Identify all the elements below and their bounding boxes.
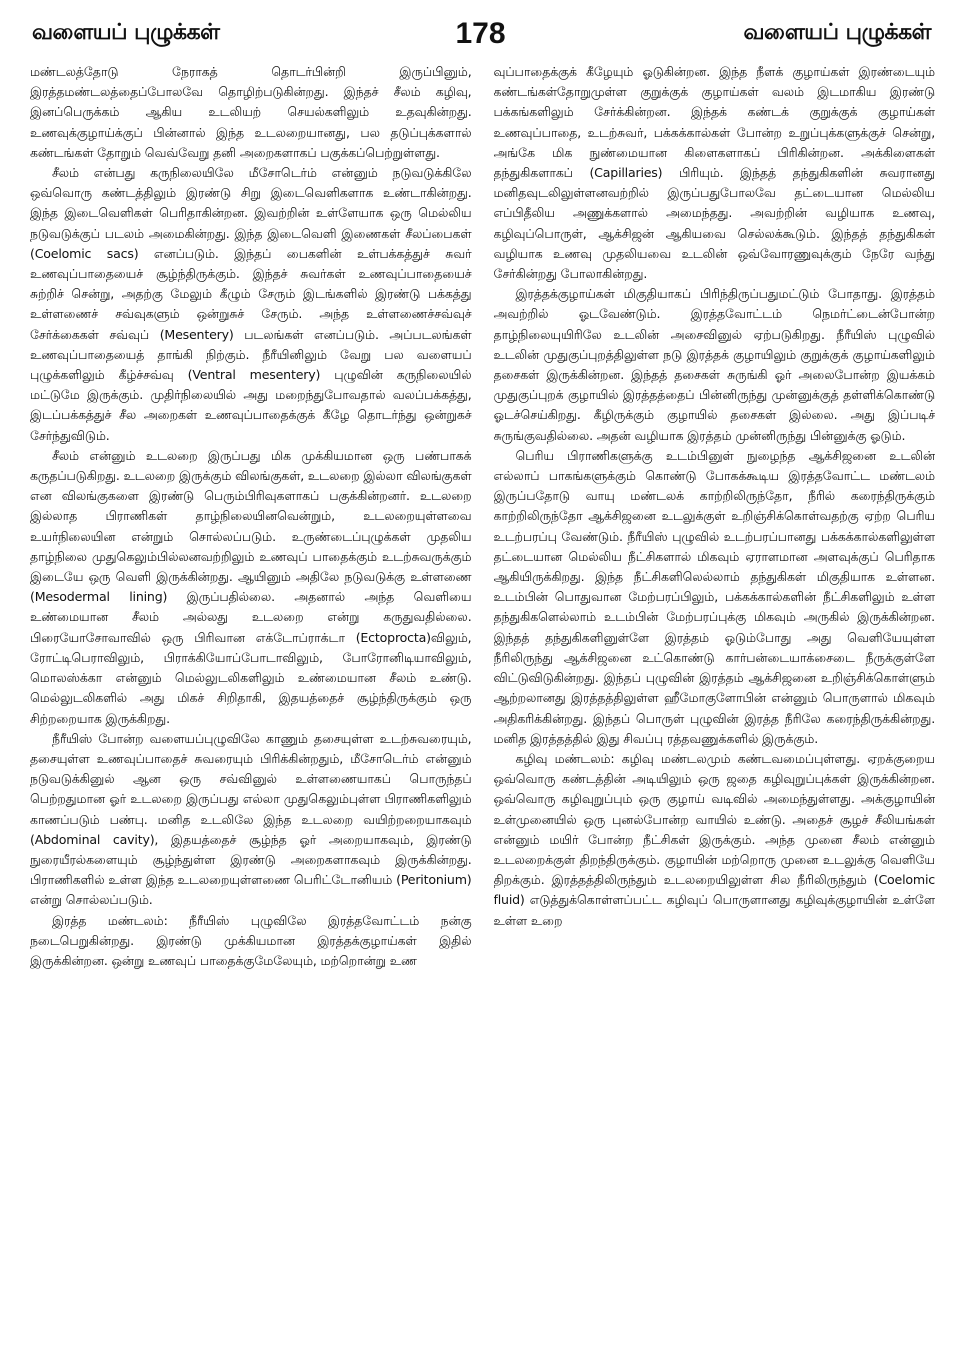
paragraph: பெரிய பிராணிகளுக்கு உடம்பினுள் நுழைந்த ஆக்சிஜனை உடலின் எல்லாப் பாகங்களுக்கும் கொண்டு போகக்கூடிய இரத்தவோட்ட மண்டலம் இருப்பதோடு வாயு மண்டலக் காற்றிலிருந்தோ, நீரில் கரைந்திருக்கும் காற்றிலிருந்தோ ஆக்சிஜனை உடலுக்குள் உறிஞ்சிக்கொள்வதற்கு ஏற்ற பெரிய உடற்பரப்பு வேண்டும். நீரீயிஸ் புழுவில் உடற்பரப்பானது பக்கக்கால்களிலுள்ள தட்டையான மெல்லிய நீட்சிகளால் மிகவும் ஏராளமான அளவுக்குப் பெரிதாக ஆகியிருக்கிறது. இந்த நீட்சிகளிலெல்லாம் தந்துகிகள் மிகுதியாக உள்ளன. உடம்பின் பொதுவான மேற்பரப்பிலும், பக்கக்கால்களின் நீட்சிகளிலும் உள்ள தந்துகிகளெல்லாம் உடம்பின் மேற்பரப்புக்கு மிகவும் அருகில் இருக்கின்றன. இந்தத் தந்துகிகளினுள்ளே இரத்தம் ஓடும்போது அது வெளியேயுள்ள நீரிலிருந்து ஆக்சிஜனை உட்கொண்டு கார்பன்டையாக்சைடை நீருக்குள்ளே விட்டுவிடுகின்றது. இந்தப் புழுவின் இரத்தம் ஆக்சிஜனை உறிஞ்சிக்கொள்ளும் ஆற்றலானது இரத்தத்திலுள்ள ஹீமோகுளோபின் என்னும் பொருளால் மிகவும் அதிகரிக்கின்றது. இந்தப் பொருள் புழுவின் இரத்த நீரிலே கரைந்திருக்கின்றது. மனித இரத்தத்தில் இது சிவப்பு ரத்தவணுக்களில் இருக்கும். [493,447,935,746]
right-column [494,62,936,1352]
page-header [0,14,961,54]
paragraph: நீரீயிஸ் போன்ற வளையப்புழுவிலே காணும் தசையுள்ள உடற்சுவரையும், தசையுள்ள உணவுப்பாதைச் சுவரையும் பிரிக்கின்றதும், மீசோடெர்ம் என்னும் நடுவடுக்கினுல் ஆன ஒரு சவ்வினுல் உள்ளணையாகப் பொருந்தப் பெற்றதுமான ஓர் உடலறை இருப்பது எல்லா முதுகெலும்புள்ள பிராணிகளிலும் காணப்படும் பண்பு. மனித உடலிலே இந்த உடலறை வயிற்றறையாகவும் (Abdominal cavity), இதயத்தைச் சூழ்ந்த ஓர் அறையாகவும், இரண்டு நுரையீரல்களையும் சூழ்ந்துள்ள இரண்டு அறைகளாகவும் இருக்கின்றது. பிராணிகளில் உள்ள இந்த உடலறையுள்ளணை பெரிட்டோனியம் (Peritonium) என்று சொல்லப்படும். [30,730,472,908]
paragraph: இரத்த மண்டலம்: நீரீயிஸ் புழுவிலே இரத்தவோட்டம் நன்கு நடைபெறுகின்றது. இரண்டு முக்கியமான இரத்தக்குழாய்கள் இதில் இருக்கின்றன. ஒன்று உணவுப் பாதைக்குமேலேயும், மற்றொன்று உண [30,912,472,968]
page-number: 178 [455,17,506,50]
paragraph: கழிவு மண்டலம்: கழிவு மண்டலமும் கண்டவமைப்புள்ளது. ஏறக்குறைய ஒவ்வொரு கண்டத்தின் அடியிலும் ஒரு ஜதை கழிவுறுப்புக்கள் இருக்கின்றன. ஒவ்வொரு கழிவுறுப்பும் ஒரு குழாய் வடிவில் அமைந்துள்ளது. அக்குழாயின் உள்முனையில் ஒரு புனல்போன்ற வாயில் உண்டு. அதைச் சூழச் சீலியங்கள் என்னும் மயிர் போன்ற நீட்சிகள் இருக்கும். அந்த முனை சீலம் என்னும் உடலறைக்குள் திறந்திருக்கும். குழாயின் மற்றொரு முனை உடலுக்கு வெளியே திறக்கும். இரத்தத்திலிருந்தும் உடலறையிலுள்ள சில நீரிலிருந்தும் (Coelomic fluid) எடுத்துக்கொள்ளப்பட்ட கழிவுப் பொருளானது கழிவுக்குழாயின் உள்ளே உள்ள உறை [493,750,935,928]
paragraph: இரத்தக்குழாய்கள் மிகுதியாகப் பிரிந்திருப்பதுமட்டும் போதாது. இரத்தம் அவற்றில் ஓடவேண்டும். இரத்தவோட்டம் நெமர்ட்டைன்போன்ற தாழ்நிலையுயிரிலே உடலின் அசைவினுல் ஏற்படுகிறது. நீரீயிஸ் புழுவில் உடலின் முதுகுப்புறத்திலுள்ள நடு இரத்தக் குழாயிலும் குறுக்குக் குழாய்களிலும் தசைகள் இருக்கின்றன. இந்தத் தசைகள் சுருங்கி ஓர் அலைபோன்ற இயக்கம் முதுகுப்புறக் குழாயில் இரத்தத்தைப் பின்னிருந்து முன்னுக்குத் தள்ளிக்கொண்டு ஓடச்செய்கிறது. கீழிருக்கும் குழாயில் தசைகள் இல்லை. அது இப்படிச் சுருங்குவதில்லை. அதன் வழியாக இரத்தம் முன்னிருந்து பின்னுக்கு ஓடும். [493,286,935,443]
paragraph: மண்டலத்தோடு நேராகத் தொடர்பின்றி இருப்பினும், இரத்தமண்டலத்தைப்போலவே தொழிற்படுகின்றது. இந்தச் சீலம் கழிவு, இனப்பெருக்கம் ஆகிய உடலியற் செயல்களிலும் உதவுகின்றது. உணவுக்குழாய்க்குப் பின்னால் இந்த உடலறையானது, பல தடுப்புக்களால் கண்டங்கள் தோறும் வெவ்வேறு தனி அறைகளாகப் பகுக்கப்பெற்றுள்ளது. [30,64,472,160]
running-head-right: வளையப் புழுக்கள் [743,20,931,45]
running-head-left: வளையப் புழுக்கள் [32,20,220,45]
paragraph: சீலம் என்னும் உடலறை இருப்பது மிக முக்கியமான ஒரு பண்பாகக் கருதப்படுகிறது. உடலறை இருக்கும் விலங்குகள், உடலறை இல்லா விலங்குகள் என விலங்குகளை இரண்டு பெரும்பிரிவுகளாகப் பகுக்கின்றனர். உடலறை இல்லாத பிராணிகள் தாழ்நிலையினவென்றும், உடலறையுள்ளவை உயர்நிலையின என்றும் சொல்லப்படும். உருண்டைப்புழுக்கள் முதலிய தாழ்நிலை முதுகெலும்பில்லனவற்றிலும் உணவுப் பாதைக்கும் உடற்சுவருக்கும் இடையே ஒரு வெளி இருக்கின்றது. ஆயினும் அதிலே நடுவடுக்கு உள்ளணை (Mesodermal lining) இருப்பதில்லை. அதனால் அந்த வெளியை உண்மையான சீலம் அல்லது உடலறை என்று கருதுவதில்லை. பிரையோசோவாவில் ஒரு பிரிவான எக்டோப்ராக்டா (Ectoprocta)விலும், ரோட்டிபெராவிலும், பிராக்கியோப்போடாவிலும், போரோனிடியாவிலும், மொலஸ்க்கா என்னும் மெல்லுடலிகளிலும் உண்மையான சீலம் உண்டு. மெல்லுடலிகளில் அது மிகச் சிறிதாகி, இதயத்தைச் சூழ்ந்திருக்கும் ஒரு சிற்றறையாக இருக்கிறது. [30,447,472,726]
paragraph: வுப்பாதைக்குக் கீழேயும் ஓடுகின்றன. இந்த நீளக் குழாய்கள் இரண்டையும் கண்டங்கள்தோறுமுள்ள குறுக்குக் குழாய்கள் வலம் இடமாகிய இரண்டு பக்கங்களிலும் சேர்க்கின்றன. இந்தக் கண்டக் குறுக்குக் குழாய்கள் உணவுப்பாதை, உடற்சுவர், பக்கக்கால்கள் போன்ற உறுப்புக்களுக்குச் சென்று, அங்கே மிக நுண்மையான கிளைகளாகப் பிரிகின்றன. அக்கிளைகள் தந்துகிகளாகப் (Capillaries) பிரியும். இந்தத் தந்துகிகளின் சுவரானது மனிதவுடலிலுள்ளனவற்றில் இருப்பதுபோலவே தட்டையான மெல்லிய எப்பிதீலிய அணுக்களால் அமைந்தது. அவற்றின் வழியாக உணவு, கழிவுப்பொருள், ஆக்சிஜன் ஆகியவை செல்லக்கூடும். இந்தத் தந்துகிகள் வழியாக உணவு முதலியவை உடலின் ஒவ்வோரணுவுக்கும் நேரே வந்து சேர்கின்றது போலாகின்றது. [493,64,935,282]
left-column [30,62,472,1352]
text-columns [30,62,935,1352]
paragraph: சீலம் என்பது கருநிலையிலே மீசோடெர்ம் என்னும் நடுவடுக்கிலே ஒவ்வொரு கண்டத்திலும் இரண்டு சிறு இடைவெளிகளாக உண்டாகின்றது. இந்த இடைவெளிகள் பெரிதாகின்றன. இவற்றின் உள்ளேயாக ஒரு மெல்லிய நடுவடுக்குப் படலம் அமைகின்றது. இந்த இடைவெளி இணைகள் சீலப்பைகள் (Coelomic sacs) எனப்படும். இந்தப் பைகளின் உள்பக்கத்துச் சுவர் உணவுப்பாதையைச் சூழ்ந்திருக்கும். இந்தச் சுவர்கள் உணவுப்பாதையைச் சுற்றிச் சென்று, அதற்கு மேலும் கீழும் சேரும் இடங்களில் இரண்டு பக்கத்து உள்ளணைச் சவ்வுகளும் ஒன்றுசுச் சேரும். அந்த உள்ளணைச்சவ்வுச் சேர்க்கைகள் சவ்வுப் (Mesentery) படலங்கள் எனப்படும். அப்படலங்கள் உணவுப்பாதையைத் தாங்கி நிற்கும். நீரீயினிலும் வேறு பல வளையப் புழுக்களிலும் கீழ்ச்சவ்வு (Ventral mesentery) புழுவின் கருநிலையில் மட்டுமே இருக்கும். முதிர்நிலையில் அது மறைந்துபோவதால் வலப்பக்கத்து, இடப்பக்கத்துச் சீல அறைகள் உணவுப்பாதைக்குக் கீழே தொடர்ந்து ஒன்றுகச் சேர்ந்துவிடும். [30,165,472,443]
